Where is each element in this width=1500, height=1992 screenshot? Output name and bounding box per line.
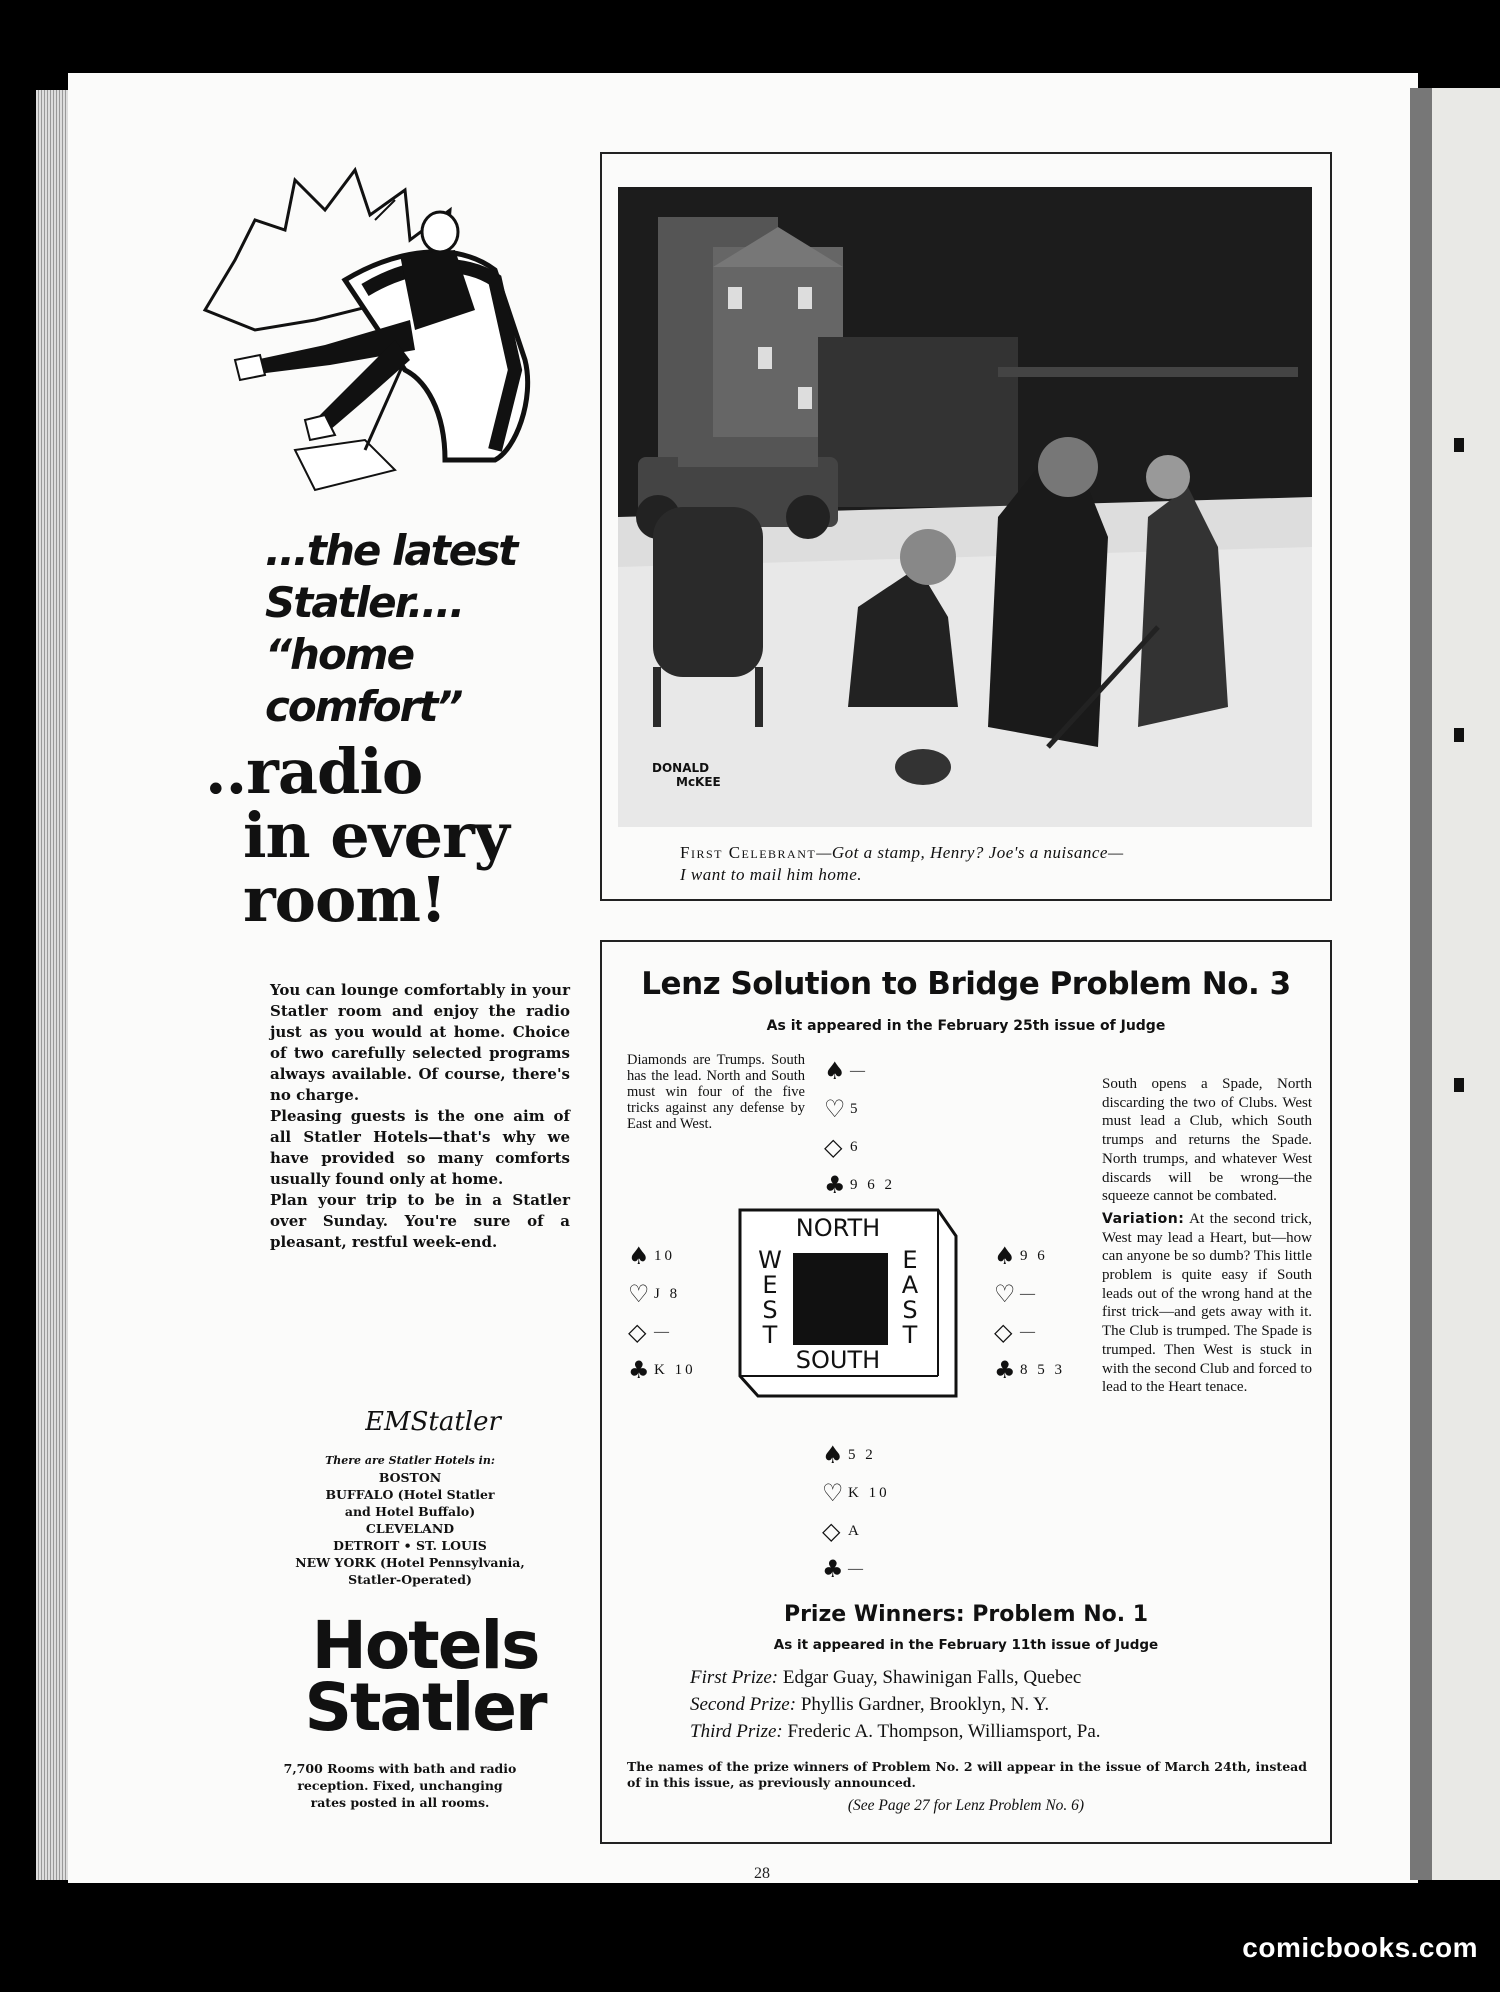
bridge-solution-text: [1102, 1075, 1312, 1397]
prize-notice: The names of the prize winners of Problem No. 2 will appear in the issue of March 24th, instead of in this issue, as previously announced.: [627, 1759, 1307, 1790]
brand-line: Hotels: [311, 1607, 539, 1684]
headline-line: ..radio: [205, 735, 423, 808]
hotels-statler-logo: [260, 1607, 590, 1746]
south-clubs: —: [848, 1560, 866, 1577]
diamond-icon: ◇: [822, 1517, 841, 1545]
club-icon: ♣: [822, 1555, 844, 1583]
west-letter: W: [758, 1246, 782, 1274]
heart-icon: ♡: [824, 1095, 846, 1123]
prize-winners-subtitle: As it appeared in the February 11th issue of Judge: [773, 1637, 1159, 1653]
east-hand: [994, 1237, 1065, 1389]
book-spine: [1410, 88, 1432, 1880]
east-letter: E: [902, 1246, 918, 1274]
east-clubs: 8 5 3: [1020, 1361, 1065, 1378]
north-label: NORTH: [795, 1214, 881, 1242]
spade-icon: ♠: [994, 1242, 1016, 1270]
west-diamonds: —: [654, 1323, 672, 1340]
heart-icon: ♡: [822, 1479, 844, 1507]
bridge-title: Lenz Solution to Bridge Problem No. 3: [641, 966, 1291, 1002]
variation-paragraph: At the second trick, West may lead a Heart, but—how can anyone be so dumb? This little problem is quite easy if South leads out of the wrong hand at the first trick—and gets away with it. The Club is trumped. The Spade is trumped. Then West is stuck in with the second Club and forced to lead to the Heart tenace.: [1102, 1210, 1312, 1396]
spade-icon: ♠: [628, 1242, 650, 1270]
page-number: 28: [754, 1865, 770, 1882]
east-letter: T: [902, 1321, 918, 1349]
south-hand: [822, 1436, 890, 1588]
west-letter: T: [762, 1321, 778, 1349]
ad-paragraph: Pleasing guests is the one aim of all Statler Hotels—that's why we have provided so many comforts usually found only at home.: [270, 1107, 570, 1188]
solution-paragraph: South opens a Spade, North discarding the two of Clubs. West must lead a Club, which South trumps and returns the Spade. North trumps, and whatever West discards will be wrong—the squeeze cannot be combated.: [1102, 1076, 1312, 1205]
diamond-icon: ◇: [824, 1133, 843, 1161]
club-icon: ♣: [994, 1356, 1016, 1384]
prize-winners-title: Prize Winners: Problem No. 1: [783, 1602, 1149, 1627]
man-in-armchair-illustration: [195, 160, 575, 500]
print-mark: [1454, 1078, 1464, 1092]
north-diamonds: 6: [850, 1138, 861, 1155]
heart-icon: ♡: [628, 1280, 650, 1308]
winner-entry: [690, 1718, 1310, 1745]
artist-signature: [652, 761, 721, 789]
east-hearts: —: [1020, 1285, 1038, 1302]
ad-paragraph: You can lounge comfortably in your Statler room and enjoy the radio just as you would at home. Choice of two carefully selected programs always available. Of course, there's no charge.: [270, 981, 570, 1104]
north-hearts: 5: [850, 1100, 861, 1117]
brand-line: Statler: [304, 1669, 546, 1746]
headline-line: room!: [243, 863, 447, 936]
headline-line: “home comfort”: [265, 630, 462, 731]
west-letter: E: [762, 1271, 778, 1299]
bridge-intro: Diamonds are Trumps. South has the lead. North and South must win four of the five tricks against any defense by East and West.: [627, 1052, 805, 1132]
print-mark: [1454, 438, 1464, 452]
facing-page-edge: [1410, 88, 1500, 1880]
city-entry: DETROIT • ST. LOUIS: [333, 1538, 487, 1553]
west-letter: S: [762, 1296, 778, 1324]
bridge-table-diagram: [738, 1208, 958, 1398]
west-clubs: K 10: [654, 1361, 696, 1378]
ad-footnote: 7,700 Rooms with bath and radio reception. Fixed, unchanging rates posted in all rooms.: [283, 1761, 517, 1810]
east-diamonds: —: [1020, 1323, 1038, 1340]
east-letter: A: [901, 1271, 919, 1299]
winner-name: Frederic A. Thompson, Williamsport, Pa.: [787, 1721, 1101, 1742]
diamond-icon: ◇: [628, 1318, 647, 1346]
cartoon-caption: [680, 842, 1300, 886]
prize-winners-list: [690, 1664, 1310, 1745]
site-watermark: comicbooks.com: [1242, 1932, 1478, 1963]
statler-signature: [365, 1402, 545, 1442]
winner-entry: [690, 1664, 1310, 1691]
hotel-city-list: [260, 1452, 560, 1588]
cartoon-panel: [600, 152, 1332, 901]
caption-speaker: First Celebrant: [680, 843, 817, 862]
east-letter: S: [902, 1296, 918, 1324]
prize-label: Second Prize:: [690, 1694, 797, 1715]
ad-headline: [265, 525, 585, 733]
city-entry: BOSTON: [378, 1470, 442, 1485]
caption-line: —Got a stamp, Henry? Joe's a nuisance—: [816, 843, 1124, 862]
headline-line: in every: [243, 799, 509, 872]
cartoon-illustration: [618, 187, 1312, 827]
ad-radio-headline: [205, 735, 585, 936]
city-entry: and Hotel Buffalo): [344, 1504, 476, 1519]
south-hearts: K 10: [848, 1484, 890, 1501]
south-diamonds: A: [848, 1522, 862, 1539]
see-page-reference: (See Page 27 for Lenz Problem No. 6): [847, 1797, 1085, 1814]
north-spades: —: [850, 1062, 868, 1079]
winner-entry: [690, 1691, 1310, 1718]
variation-label: Variation:: [1102, 1210, 1185, 1227]
bridge-solution-panel: [600, 940, 1332, 1844]
east-spades: 9 6: [1020, 1247, 1048, 1264]
heart-icon: ♡: [994, 1280, 1016, 1308]
west-hand: [628, 1237, 696, 1389]
city-entry: Statler-Operated): [348, 1572, 472, 1587]
club-icon: ♣: [628, 1356, 650, 1384]
west-hearts: J 8: [654, 1285, 681, 1302]
city-entry: BUFFALO (Hotel Statler: [325, 1487, 495, 1502]
artist-name-line: McKEE: [676, 775, 721, 789]
spade-icon: ♠: [822, 1441, 844, 1469]
south-label: SOUTH: [795, 1346, 881, 1374]
caption-line: I want to mail him home.: [680, 865, 862, 884]
headline-line: Statler....: [265, 578, 464, 627]
city-list-intro: There are Statler Hotels in:: [325, 1454, 495, 1467]
north-clubs: 9 6 2: [850, 1176, 895, 1193]
north-hand: [824, 1052, 895, 1204]
statler-advertisement: [190, 160, 590, 1840]
winner-name: Edgar Guay, Shawinigan Falls, Quebec: [782, 1667, 1082, 1688]
prize-label: First Prize:: [690, 1667, 779, 1688]
prize-label: Third Prize:: [690, 1721, 783, 1742]
west-label: [758, 1248, 782, 1348]
diamond-icon: ◇: [994, 1318, 1013, 1346]
city-entry: CLEVELAND: [365, 1521, 455, 1536]
city-entry: NEW YORK (Hotel Pennsylvania,: [295, 1555, 525, 1570]
ad-paragraph: Plan your trip to be in a Statler over Sunday. You're sure of a pleasant, restful week-end.: [270, 1191, 570, 1251]
spade-icon: ♠: [824, 1057, 846, 1085]
west-spades: 10: [654, 1247, 675, 1264]
signature-text: EMStatler: [365, 1407, 501, 1437]
winner-name: Phyllis Gardner, Brooklyn, N. Y.: [800, 1694, 1050, 1715]
east-label: [898, 1248, 922, 1348]
print-mark: [1454, 728, 1464, 742]
ad-body-copy: [270, 980, 570, 1253]
club-icon: ♣: [824, 1171, 846, 1199]
bridge-subtitle: As it appeared in the February 25th issue of Judge: [766, 1018, 1166, 1034]
south-spades: 5 2: [848, 1446, 876, 1463]
artist-name-line: DONALD: [652, 761, 710, 775]
headline-line: ...the latest: [265, 526, 517, 575]
